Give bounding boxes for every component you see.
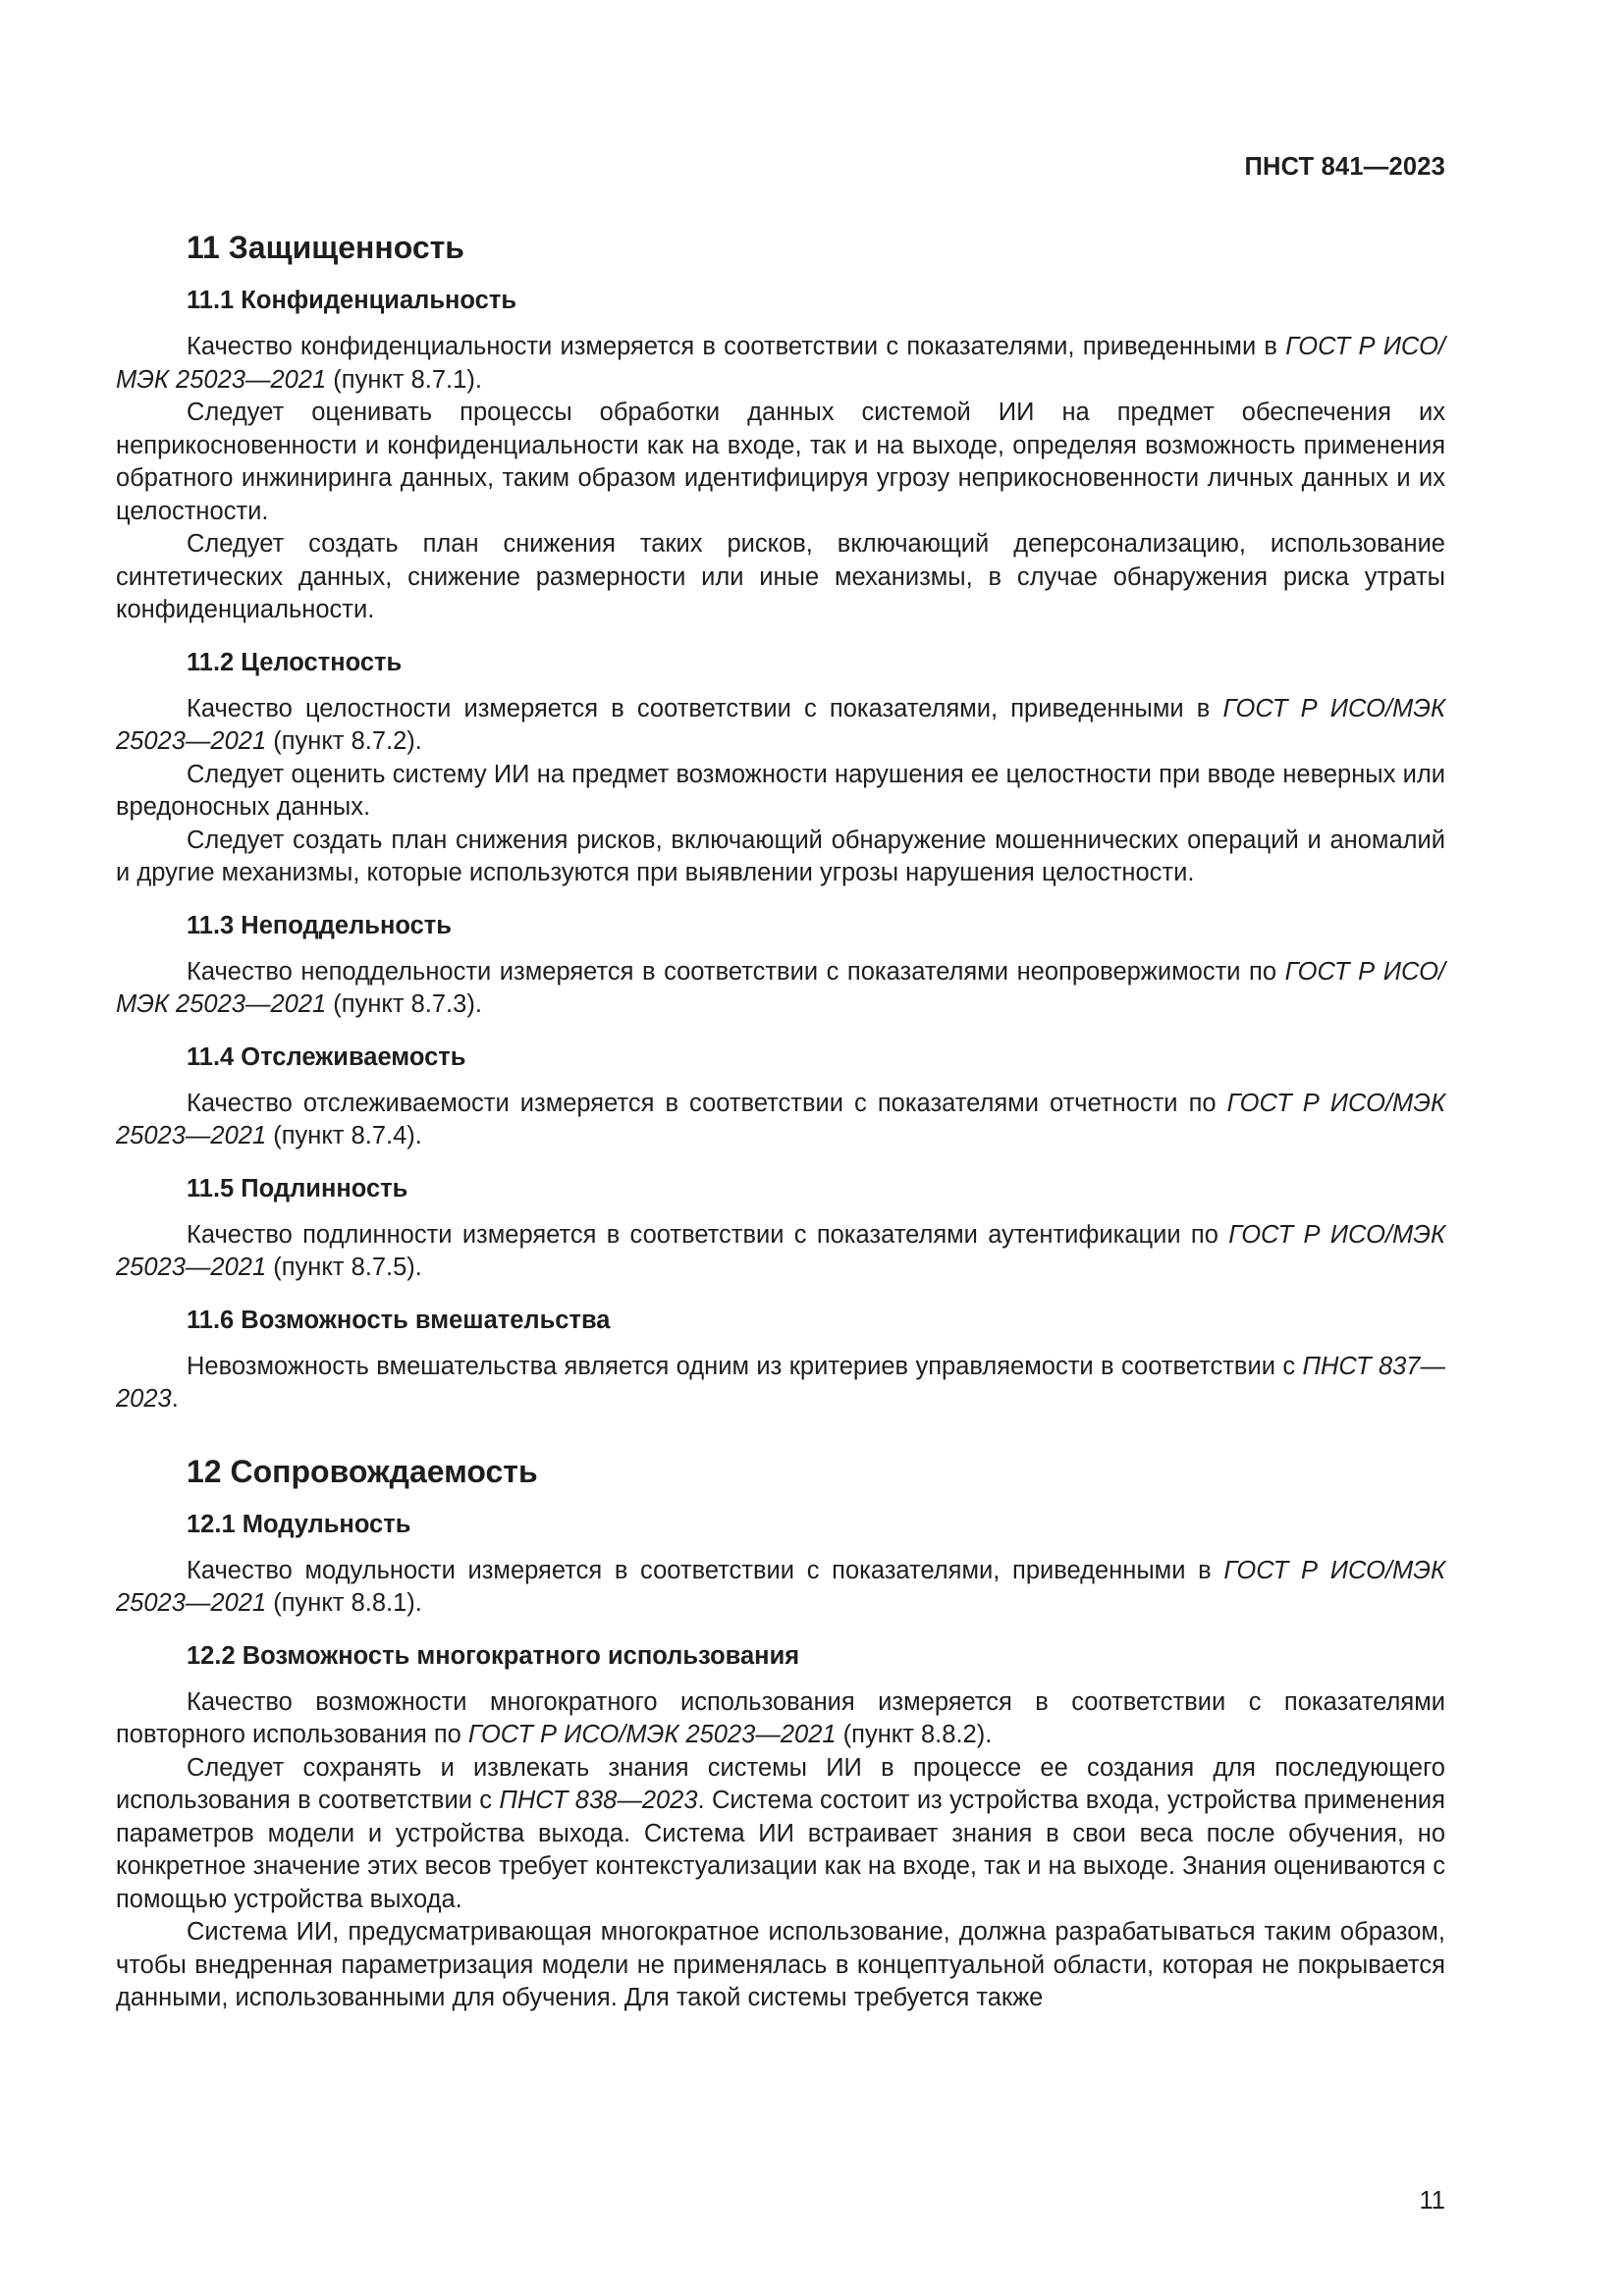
- paragraph: Следует оценить систему ИИ на предмет возможности нарушения ее целостности при вводе неверных или вредоносных данных.: [116, 760, 1445, 821]
- standard-reference: ГОСТ Р ИСО/МЭК 25023—2021: [116, 1556, 1446, 1617]
- section-12-2-heading: 12.2 Возможность многократного использования: [187, 1641, 800, 1670]
- paragraph: Качество неподдельности измеряется в соответствии с показателями неопровержимости по ГОСТ Р ИСО/МЭК 25023—2021 (пункт 8.7.3).: [116, 957, 1445, 1018]
- standard-reference: ГОСТ Р ИСО/МЭК 25023—2021: [116, 957, 1445, 1018]
- paragraph: Качество отслеживаемости измеряется в соответствии с показателями отчетности по ГОСТ Р ИСО/МЭК 25023—2021 (пункт 8.7.4).: [116, 1089, 1445, 1149]
- paragraph: Следует создать план снижения рисков, включающий обнаружение мошеннических операций и аномалий и другие механизмы, которые используются при выявлении угрозы нарушения целостности.: [116, 826, 1445, 886]
- paragraph: Качество модульности измеряется в соответствии с показателями, приведенными в ГОСТ Р ИСО/МЭК 25023—2021 (пункт 8.8.1).: [116, 1556, 1446, 1617]
- section-12-1: [116, 1509, 1445, 1621]
- section-11-4: [116, 1041, 1445, 1153]
- standard-reference: ГОСТ Р ИСО/МЭК 25023—2021: [467, 1721, 837, 1748]
- paragraph: Следует создать план снижения таких рисков, включающий деперсонализацию, использование синтетических данных, снижение размерности или иные механизмы, в случае обнаружения риска утраты конфиденциальности.: [116, 530, 1445, 623]
- section-12-1-heading: 12.1 Модульность: [187, 1510, 411, 1538]
- paragraph: Система ИИ, предусматривающая многократное использование, должна разрабатываться таким образом, чтобы внедренная параметризация модели не применялась в концептуальной области, которая не покрывается данными, использованными для обучения. Для такой системы требуется также: [116, 1918, 1445, 2011]
- section-11-heading: 11 Защищенность: [187, 230, 464, 265]
- section-11-2-heading: 11.2 Целостность: [187, 648, 403, 676]
- standard-reference: ГОСТ Р ИСО/МЭК 25023—2021: [116, 1220, 1445, 1281]
- standard-reference: ГОСТ Р ИСО/МЭК 25023—2021: [116, 333, 1445, 394]
- paragraph: Качество целостности измеряется в соответствии с показателями, приведенными в ГОСТ Р ИСО/МЭК 25023—2021 (пункт 8.7.2).: [116, 694, 1445, 755]
- section-11-3-heading: 11.3 Неподдельность: [187, 911, 452, 939]
- paragraph: Качество возможности многократного использования измеряется в соответствии с показателями повторного использования по ГОСТ Р ИСО/МЭК 25023—2021 (пункт 8.8.2).: [116, 1687, 1445, 1748]
- section-11-4-heading: 11.4 Отслеживаемость: [187, 1042, 466, 1071]
- section-11-6-heading: 11.6 Возможность вмешательства: [187, 1306, 611, 1334]
- document-code: ПНСТ 841—2023: [1244, 153, 1445, 181]
- standard-reference: ГОСТ Р ИСО/МЭК 25023—2021: [116, 694, 1445, 755]
- section-11-2: [116, 647, 1445, 890]
- section-12-heading: 12 Сопровождаемость: [187, 1453, 538, 1489]
- page-number: 11: [1419, 2187, 1445, 2215]
- standard-reference: ПНСТ 837—2023: [116, 1352, 1445, 1413]
- paragraph: Качество подлинности измеряется в соответствии с показателями аутентификации по ГОСТ Р ИСО/МЭК 25023—2021 (пункт 8.7.5).: [116, 1220, 1445, 1281]
- section-11-1-heading: 11.1 Конфиденциальность: [187, 287, 517, 314]
- section-11-6: [116, 1305, 1445, 1416]
- paragraph: Следует сохранять и извлекать знания системы ИИ в процессе ее создания для последующего использования в соответствии с ПНСТ 838—2023. Система состоит из устройства входа, устройства применения параметров модели и устройства выхода. Система ИИ встраивает знания в свои веса после обучения, но конкретное значение этих весов требует контекстуализации как на входе, так и на выходе. Знания оцениваются с помощью устройства выхода.: [116, 1753, 1445, 1913]
- paragraph: Следует оценивать процессы обработки данных системой ИИ на предмет обеспечения их неприкосновенности и конфиденциальности как на входе, так и на выходе, определяя возможность применения обратного инжиниринга данных, таким образом идентифицируя угрозу неприкосновенности личных данных и их целостности.: [116, 399, 1445, 525]
- section-11-5: [116, 1173, 1445, 1285]
- paragraph: Невозможность вмешательства является одним из критериев управляемости в соответствии с ПНСТ 837—2023.: [116, 1352, 1445, 1413]
- paragraph: Качество конфиденциальности измеряется в соответствии с показателями, приведенными в ГОСТ Р ИСО/МЭК 25023—2021 (пункт 8.7.1).: [116, 333, 1445, 394]
- standard-reference: ПНСТ 838—2023: [499, 1787, 698, 1814]
- section-12-2: [116, 1640, 1445, 2015]
- section-11-5-heading: 11.5 Подлинность: [187, 1174, 408, 1202]
- section-11-3: [116, 910, 1445, 1022]
- section-11-1: [116, 285, 1445, 627]
- standard-reference: ГОСТ Р ИСО/МЭК 25023—2021: [116, 1089, 1445, 1149]
